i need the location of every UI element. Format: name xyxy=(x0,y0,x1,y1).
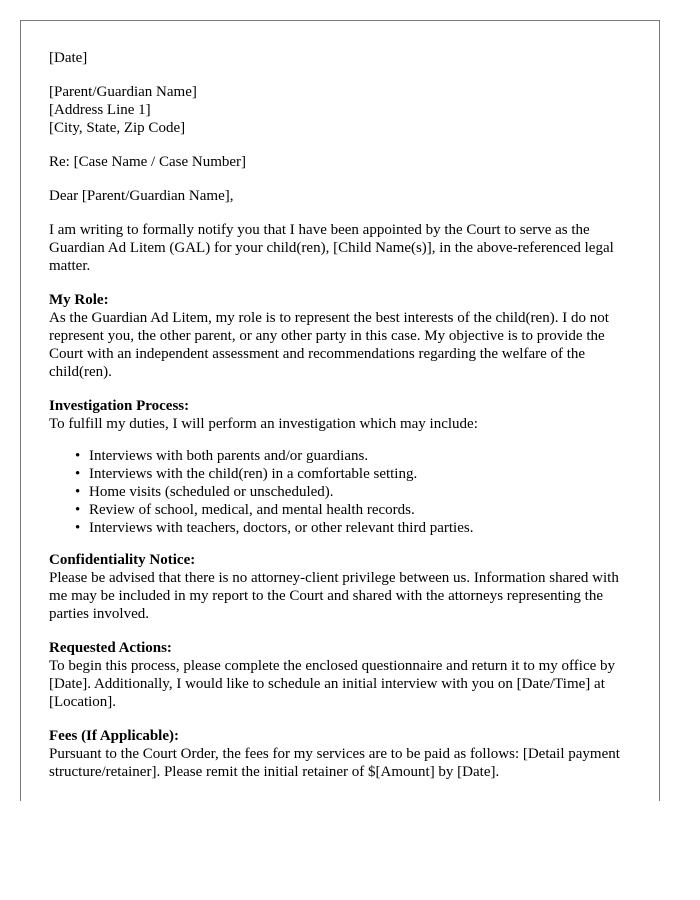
section-confidentiality xyxy=(49,551,635,623)
section-body-confidentiality: Please be advised that there is no attorney-client privilege between us. Information shared with me may be included in my report to the Court and shared with the attorneys representing the parties involved. xyxy=(49,570,619,622)
section-heading-actions: Requested Actions: xyxy=(49,640,172,656)
bullet-icon: • xyxy=(75,484,81,500)
section-heading-role: My Role: xyxy=(49,292,109,308)
recipient-address-block xyxy=(49,83,635,137)
list-item-text: Interviews with both parents and/or guardians. xyxy=(89,448,369,464)
list-item xyxy=(75,465,635,483)
bullet-icon: • xyxy=(75,520,81,536)
letter-page xyxy=(20,20,660,801)
intro-text: I am writing to formally notify you that I have been appointed by the Court to serve as the Guardian Ad Litem (GAL) for your child(ren), [Child Name(s)], in the above-referenced legal matter. xyxy=(49,222,614,274)
list-item-text: Interviews with the child(ren) in a comfortable setting. xyxy=(89,466,418,482)
section-my-role xyxy=(49,291,635,381)
section-heading-confidentiality: Confidentiality Notice: xyxy=(49,552,196,568)
section-body-actions: To begin this process, please complete the enclosed questionnaire and return it to my office by [Date]. Additionally, I would like to schedule an initial interview with you on [Date/Time] at [Location]. xyxy=(49,658,616,710)
reference-block xyxy=(49,153,635,171)
section-body-fees: Pursuant to the Court Order, the fees for my services are to be paid as follows: [Detail payment structure/retainer]. Please remit the initial retainer of $[Amount] by [Date]. xyxy=(49,746,620,780)
bullet-icon: • xyxy=(75,466,81,482)
section-heading-fees: Fees (If Applicable): xyxy=(49,728,179,744)
list-item xyxy=(75,447,635,465)
list-item-text: Home visits (scheduled or unscheduled). xyxy=(89,484,334,500)
intro-paragraph xyxy=(49,221,635,275)
recipient-name: [Parent/Guardian Name] xyxy=(49,84,197,100)
section-fees xyxy=(49,727,635,781)
letter-body xyxy=(49,49,635,797)
bullet-icon: • xyxy=(75,448,81,464)
list-item-text: Review of school, medical, and mental health records. xyxy=(89,502,415,518)
list-item xyxy=(75,501,635,519)
section-body-investigation: To fulfill my duties, I will perform an investigation which may include: xyxy=(49,416,478,432)
section-heading-investigation: Investigation Process: xyxy=(49,398,190,414)
bullet-icon: • xyxy=(75,502,81,518)
salutation: Dear [Parent/Guardian Name], xyxy=(49,188,234,204)
section-requested-actions xyxy=(49,639,635,711)
recipient-address-line-1: [Address Line 1] xyxy=(49,102,151,118)
re-line: Re: [Case Name / Case Number] xyxy=(49,154,247,170)
date-block xyxy=(49,49,635,67)
letter-date: [Date] xyxy=(49,50,88,66)
salutation-block xyxy=(49,187,635,205)
list-item xyxy=(75,483,635,501)
section-body-role: As the Guardian Ad Litem, my role is to represent the best interests of the child(ren). I do not represent you, the other parent, or any other party in this case. My objective is to provide the Court with an independent assessment and recommendations regarding the welfare of the child(ren). xyxy=(49,310,609,380)
investigation-list xyxy=(49,447,635,537)
section-investigation xyxy=(49,397,635,433)
recipient-city-state-zip: [City, State, Zip Code] xyxy=(49,120,186,136)
list-item-text: Interviews with teachers, doctors, or other relevant third parties. xyxy=(89,520,474,536)
list-item xyxy=(75,519,635,537)
